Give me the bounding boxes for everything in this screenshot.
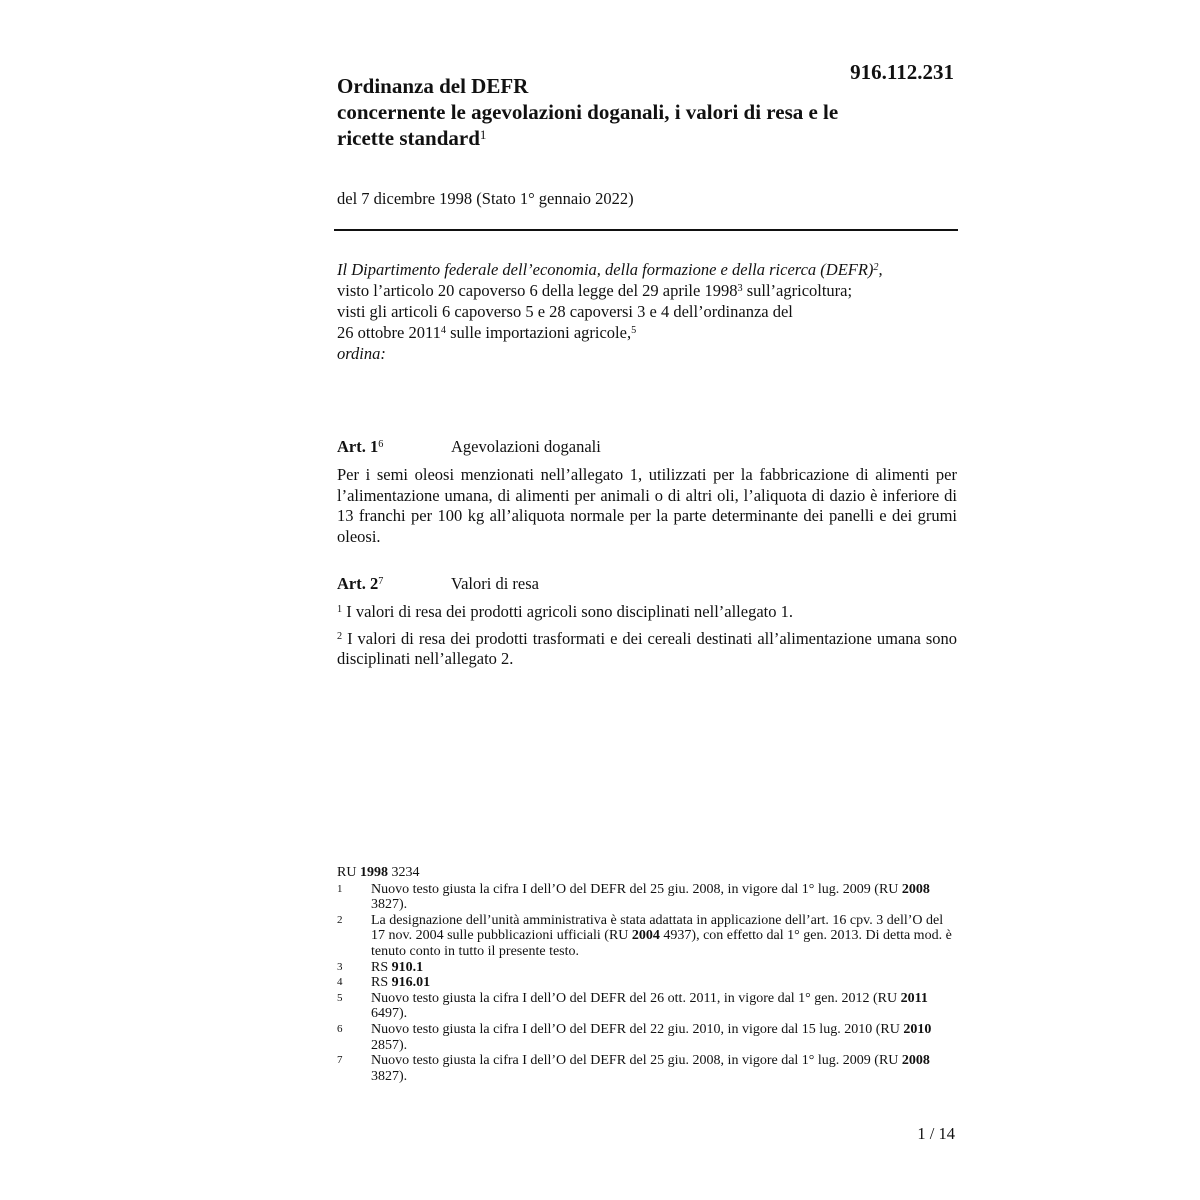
footnote-number: 5 <box>337 991 343 1004</box>
footnote-ref[interactable]: 6 <box>378 439 384 451</box>
article-body: Per i semi oleosi menzionati nell’allegato 1, utilizzati per la fabbricazione di alimenti per l’alimentazione umana, di alimenti per animali o di altri oli, l’aliquota di dazio è inferiore di 13 franchi per 100 kg all’aliquota normale per la parte determinante dei panelli e dei grumi oleosi. <box>337 465 957 546</box>
footnote-ref[interactable]: 7 <box>378 576 384 588</box>
header-divider <box>334 229 958 231</box>
preamble-line: visti gli articoli 6 capoverso 5 e 28 capoversi 3 e 4 dell’ordinanza del <box>337 302 793 321</box>
page-number: 1 / 14 <box>917 1124 955 1143</box>
footnote-number: 6 <box>337 1022 343 1035</box>
date-line: del 7 dicembre 1998 (Stato 1° gennaio 2022) <box>337 189 634 208</box>
footnote-4 <box>337 975 957 991</box>
footnote-6 <box>337 1022 957 1053</box>
footnote-ref[interactable]: 1 <box>479 127 487 143</box>
footnote-text: Nuovo testo giusta la cifra I dell’O del DEFR del 26 ott. 2011, in vigore dal 1° gen. 2012 (RU 2011 6497). <box>371 990 928 1022</box>
footnote-ref[interactable]: 2 <box>873 262 879 274</box>
footnote-number: 1 <box>337 882 343 895</box>
footnote-number: 7 <box>337 1054 343 1067</box>
article-paragraph-2: $^2$ I valori di resa dei prodotti trasformati e dei cereali destinati all’alimentazione umana sono disciplinati nell’allegato 2. <box>337 628 957 668</box>
footnote-ref[interactable]: 4 <box>440 325 446 337</box>
footnote-3 <box>337 960 957 976</box>
article-number: Art. $2^7$ <box>337 574 384 593</box>
footnote-text: La designazione dell’unità amministrativa è stata adattata in applicazione dell’art. 16 cpv. 3 dell’O del 17 nov. 2004 sulle pubblicazioni ufficiali (RU 2004 4937), con effetto dal 1° gen. 2013. Di detta mod. è tenuto conto in tutto il presente testo. <box>371 912 952 959</box>
footnote-text: Nuovo testo giusta la cifra I dell’O del DEFR del 25 giu. 2008, in vigore dal 1° lug. 2009 (RU 2008 3827). <box>371 881 930 913</box>
preamble <box>337 259 977 364</box>
article-title: Agevolazioni doganali <box>451 437 601 456</box>
sr-number: 916.112.231 <box>850 60 954 84</box>
footnotes <box>337 865 957 1084</box>
preamble-line: 26 ottobre 2011$^4$ sulle importazioni agricole,$^5$ <box>337 323 637 342</box>
preamble-authority: Il Dipartimento federale dell’economia, della formazione e della ricerca (DEFR)$^2$, <box>337 260 883 279</box>
footnote-text: RS 910.1 <box>371 959 424 975</box>
footnote-ref[interactable]: 3 <box>737 283 743 295</box>
title-line-2: concernente le agevolazioni doganali, i valori di resa e le <box>337 100 839 124</box>
footnote-text: Nuovo testo giusta la cifra I dell’O del DEFR del 22 giu. 2010, in vigore dal 15 lug. 2010 (RU 2010 2857). <box>371 1021 932 1053</box>
footnote-7 <box>337 1053 957 1084</box>
paragraph-number: 2 <box>337 630 343 642</box>
footnote-5 <box>337 991 957 1022</box>
paragraph-number: 1 <box>337 604 343 616</box>
footnote-ref[interactable]: 5 <box>631 325 637 337</box>
article-1 <box>337 437 957 547</box>
article-paragraph-1: $^1$ I valori di resa dei prodotti agricoli sono disciplinati nell’allegato 1. <box>337 602 793 621</box>
preamble-ordina: ordina: <box>337 344 386 363</box>
footnote-number: 3 <box>337 960 343 973</box>
footnote-text: Nuovo testo giusta la cifra I dell’O del DEFR del 25 giu. 2008, in vigore dal 1° lug. 2009 (RU 2008 3827). <box>371 1053 930 1084</box>
footnote-number: 2 <box>337 913 343 926</box>
title-line-1: Ordinanza del DEFR <box>337 74 529 98</box>
ru-reference: RU 1998 3234 <box>337 865 420 880</box>
footnote-2 <box>337 913 957 960</box>
footnote-number: 4 <box>337 976 343 989</box>
article-heading <box>337 437 957 459</box>
document-title <box>337 73 977 151</box>
preamble-line: visto l’articolo 20 capoverso 6 della legge del 29 aprile 1998$^3$ sull’agricoltura; <box>337 281 853 300</box>
footnote-text: RS 916.01 <box>371 975 431 991</box>
article-number: Art. $1^6$ <box>337 437 384 456</box>
article-title: Valori di resa <box>451 574 539 593</box>
footnote-1 <box>337 882 957 913</box>
article-2 <box>337 574 957 670</box>
article-heading <box>337 574 957 596</box>
title-line-3: ricette standard$^1$ <box>337 126 487 150</box>
